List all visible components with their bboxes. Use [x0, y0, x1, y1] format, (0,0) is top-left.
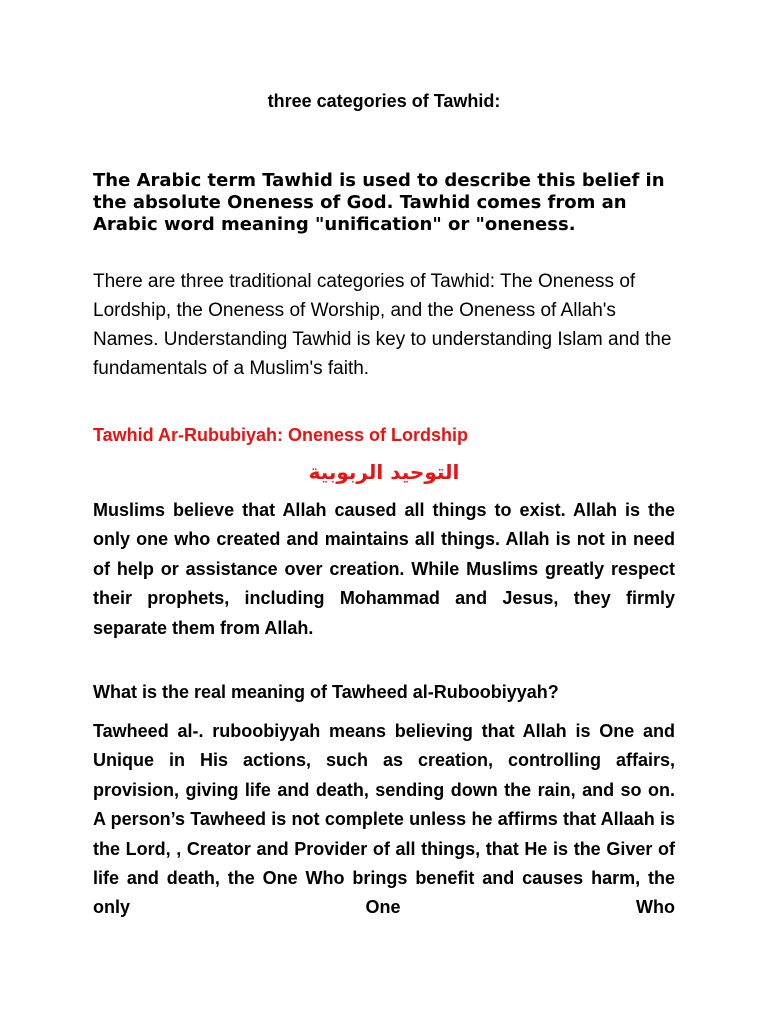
- intro-bold-paragraph: The Arabic term Tawhid is used to describe this belief in the absolute Oneness of God. Tawhid comes from an Arabic word meaning "unification" or "oneness.: [93, 170, 665, 235]
- question-heading: What is the real meaning of Tawheed al-Ruboobiyyah?: [93, 682, 559, 702]
- paragraph-rububiyah: Muslims believe that Allah caused all things to exist. Allah is the only one who created and maintains all things. Allah is not in need of help or assistance over creation. While Muslims greatly respect their prophets, including Mohammad and Jesus, they firmly separate them from Allah.: [93, 500, 675, 638]
- intro-plain-paragraph: There are three traditional categories of Tawhid: The Oneness of Lordship, the Oneness of Worship, and the Oneness of Allah's Names. Understanding Tawhid is key to understanding Islam and the fundamentals of a Muslim's faith.: [93, 271, 672, 379]
- section-heading: Tawhid Ar-Rububiyah: Oneness of Lordship: [93, 425, 469, 445]
- document-title: three categories of Tawhid:: [267, 91, 501, 111]
- arabic-heading: التوحيد الربوبية: [308, 460, 460, 484]
- paragraph-meaning: Tawheed al-. ruboobiyyah means believing that Allah is One and Unique in His actions, such as creation, controlling affairs, provision, giving life and death, sending down the rain, and so on. A person’s Tawheed is not complete unless he affirms that Allaah is the Lord, , Creator and Provider of all things, that He is the Giver of life and death, the One Who brings benefit and causes harm, the only One Who: [93, 721, 675, 918]
